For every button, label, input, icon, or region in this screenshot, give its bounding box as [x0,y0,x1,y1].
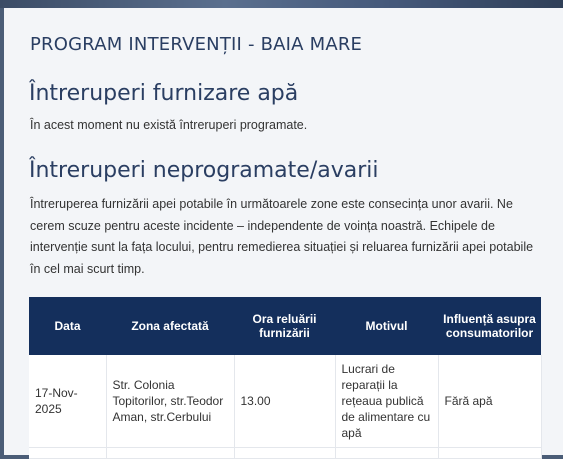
column-header-impact: Influență asupra consumatorilor [438,297,541,355]
column-header-date: Data [29,297,106,355]
interventions-table [29,297,542,459]
cell-empty [438,448,541,459]
unplanned-heading: Întreruperi neprogramate/avarii [29,158,379,183]
cell-reason: Lucrari de reparații la rețeaua publică de alimentare cu apă [335,355,438,448]
planned-heading: Întreruperi furnizare apă [29,81,299,106]
cell-resume-time: 13.00 [234,355,335,448]
cell-area: Str. Colonia Topitorilor, str.Teodor Aman, str.Cerbului [106,355,234,448]
top-banner-strip [0,0,563,8]
cell-empty [234,448,335,459]
column-header-area: Zona afectată [106,297,234,355]
cell-empty [106,448,234,459]
planned-text: În acest moment nu există întreruperi programate. [30,118,308,132]
cell-empty [29,448,106,459]
cell-impact: Fără apă [438,355,541,448]
cell-empty [335,448,438,459]
column-header-resume-time: Ora reluării furnizării [234,297,335,355]
table-row [29,448,541,459]
table-header-row [29,297,541,355]
page-title: PROGRAM INTERVENȚII - BAIA MARE [30,34,363,55]
cell-date: 17-Nov-2025 [29,355,106,448]
column-header-reason: Motivul [335,297,438,355]
unplanned-text: Întreruperea furnizării apei potabile în următoarele zone este consecința unor avarii. Ne cerem scuze pentru aceste incidente – independente de voința noastră. Echipele de intervenție sunt la fața locului, pentru remedierea situației și reluarea furnizării apei potabile în cel mai scurt timp. [30,197,534,276]
content-card [4,8,563,455]
table-row [29,355,541,448]
